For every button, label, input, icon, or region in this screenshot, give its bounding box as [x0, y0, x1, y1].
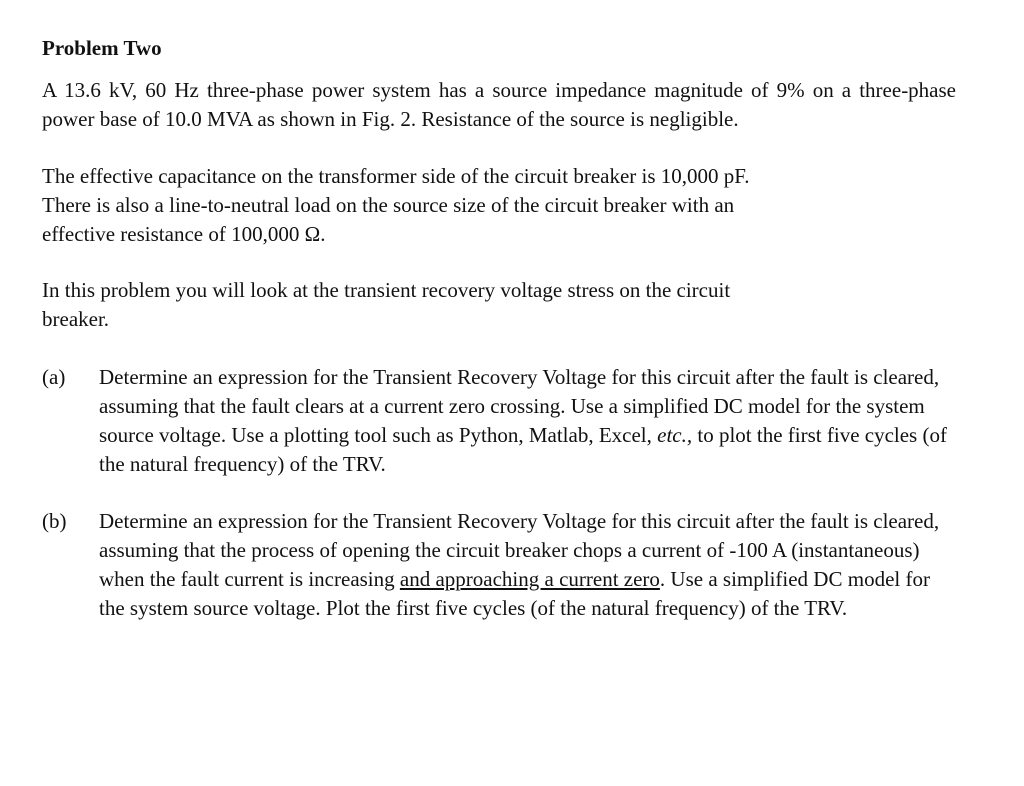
- question-item-b: [42, 507, 954, 623]
- item-b-underlined-text: and approaching a current zero: [399, 567, 660, 591]
- item-b-text-2: . Use a simplified DC model for the system source voltage. Plot the first five cycles (of the natural frequency) of the TRV.: [99, 567, 930, 620]
- capacitance-line-2: There is also a line-to-neutral load on the source size of the circuit breaker with an: [42, 193, 735, 217]
- item-a-etc: etc.,: [657, 423, 693, 447]
- item-b-label: (b): [42, 509, 67, 533]
- item-a-text-1: Determine an expression for the Transient Recovery Voltage for this circuit after the fault is cleared, assuming that the fault clears at a current zero crossing. Use a simplified DC model for the system source voltage. Use a plotting tool such as Python, Matlab, Excel,: [99, 365, 940, 447]
- item-a-label: (a): [42, 365, 66, 389]
- capacitance-paragraph: [42, 162, 922, 249]
- trv-intro-paragraph: [42, 276, 922, 334]
- problem-heading: Problem Two: [42, 36, 162, 60]
- capacitance-line-1: The effective capacitance on the transformer side of the circuit breaker is 10,000 pF.: [42, 164, 750, 188]
- item-a-text-2: to plot the first five cycles (of the natural frequency) of the TRV.: [99, 423, 947, 476]
- question-item-a: [42, 363, 954, 479]
- capacitance-line-3: effective resistance of 100,000 Ω.: [42, 222, 326, 246]
- document-page: [42, 34, 972, 623]
- item-b-text-1: Determine an expression for the Transient Recovery Voltage for this circuit after the fault is cleared, assuming that the process of opening the circuit breaker chops a current of -100 A (instantaneous) when the fault current is increasing: [99, 509, 940, 591]
- trv-intro-line-1: In this problem you will look at the transient recovery voltage stress on the circuit: [42, 278, 731, 302]
- intro-paragraph: A 13.6 kV, 60 Hz three-phase power system has a source impedance magnitude of 9% on a three-phase power base of 10.0 MVA as shown in Fig. 2. Resistance of the source is negligible.: [42, 78, 956, 131]
- trv-intro-line-2: breaker.: [42, 307, 110, 331]
